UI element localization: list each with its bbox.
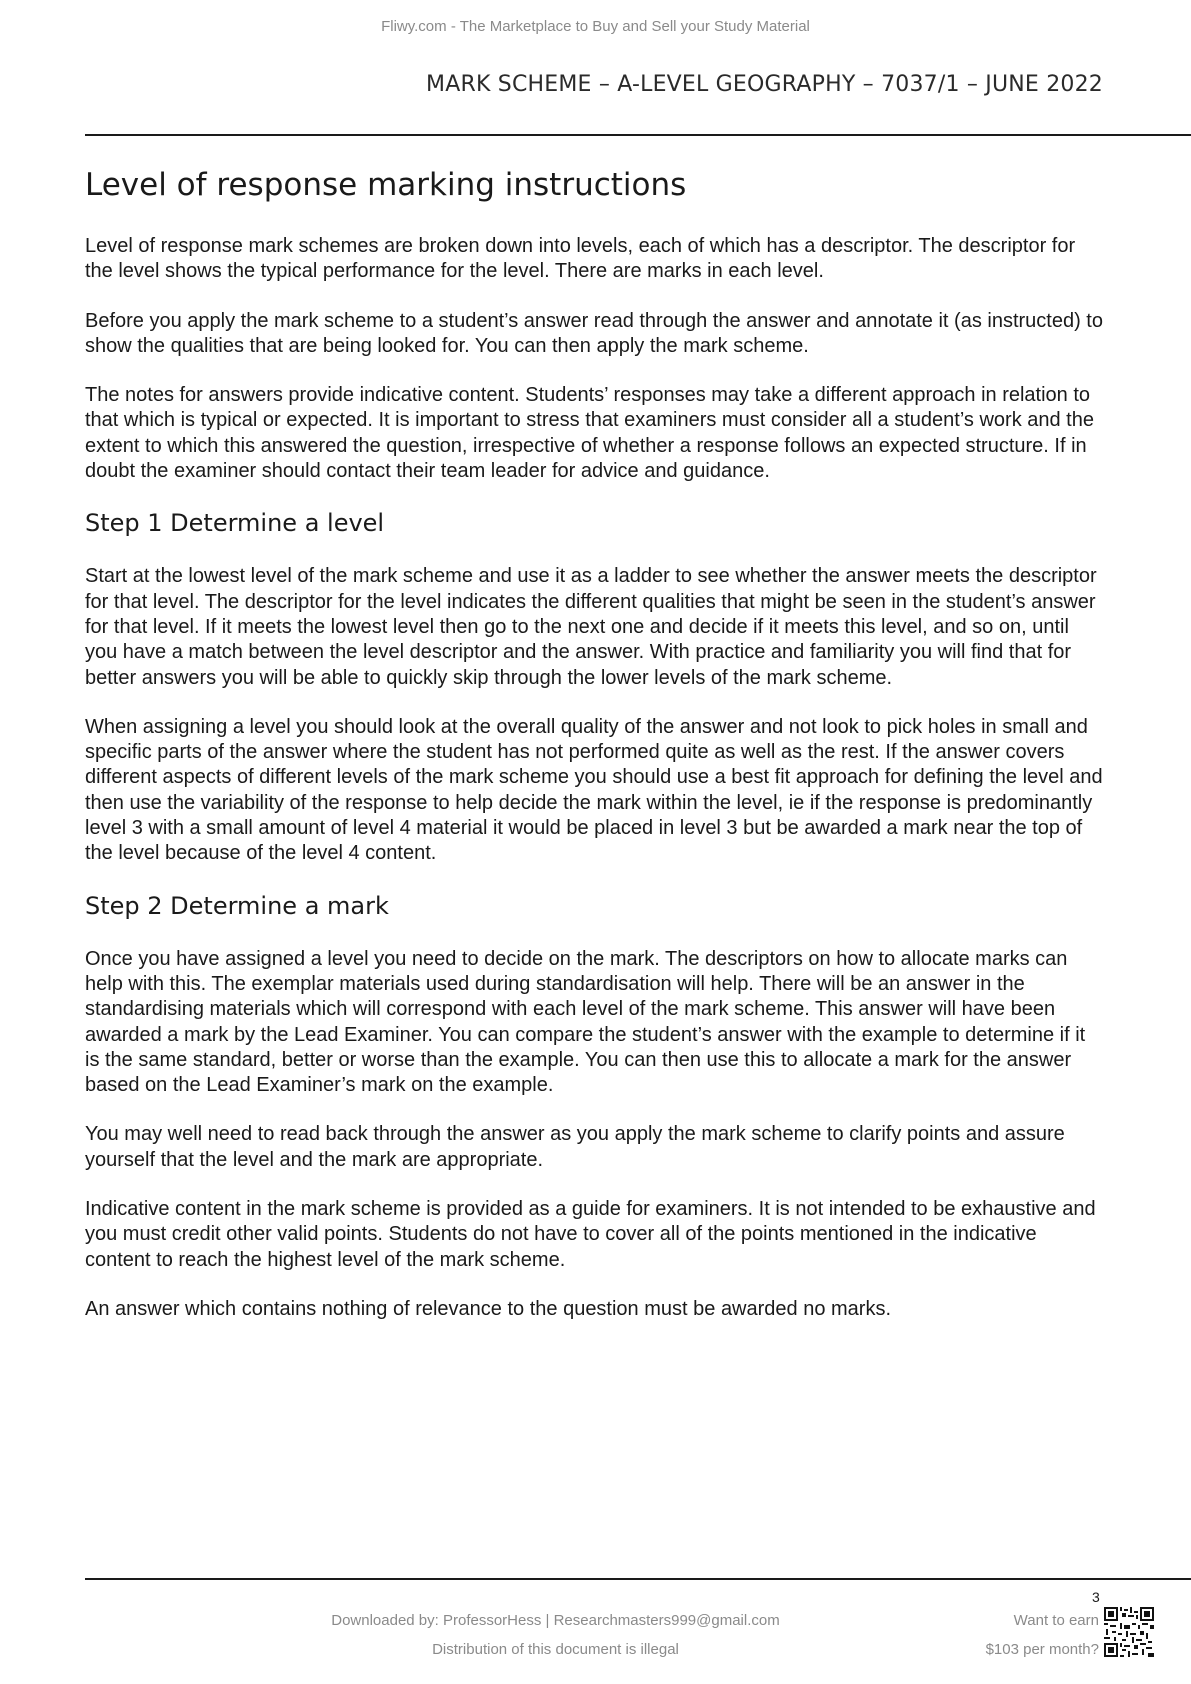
step-2-paragraph: Indicative content in the mark scheme is provided as a guide for examiners. It is not intended to be exhaustive and you must credit other valid points. Students do not have to cover all of the points mentioned in the indicative content to reach the highest level of the mark scheme. — [85, 1198, 1096, 1271]
header-divider — [85, 134, 1191, 136]
footer-divider — [85, 1578, 1191, 1580]
step-2-paragraph: You may well need to read back through the answer as you apply the mark scheme to clarify points and assure yourself that the level and the mark are appropriate. — [85, 1123, 1065, 1171]
page-number: 3 — [1092, 1589, 1100, 1605]
downloaded-by-text: Downloaded by: ProfessorHess | Researchmasters999@gmail.com — [331, 1612, 780, 1629]
section-heading-step-1: Step 1 Determine a level — [85, 509, 385, 538]
intro-paragraph: Before you apply the mark scheme to a student’s answer read through the answer and annotate it (as instructed) to show the qualities that are being looked for. You can then apply the mark scheme. — [85, 309, 1103, 357]
page-title: Level of response marking instructions — [85, 167, 687, 203]
intro-paragraph: Level of response mark schemes are broken down into levels, each of which has a descriptor. The descriptor for the level shows the typical performance for the level. There are marks in each level. — [85, 235, 1076, 283]
intro-paragraph: The notes for answers provide indicative content. Students’ responses may take a different approach in relation to that which is typical or expected. It is important to stress that examiners must consider all a student’s work and the extent to which this answered the question, irrespective of whether a response follows an expected structure. If in doubt the examiner should contact their team leader for advice and guidance. — [85, 384, 1094, 483]
earn-promo-line-1[interactable]: Want to earn — [1013, 1612, 1099, 1629]
step-2-paragraph: Once you have assigned a level you need to decide on the mark. The descriptors on how to allocate marks can help with this. The exemplar materials used during standardisation will help. There will be an answer in the standardising materials which will correspond with each level of the mark scheme. This answer will have been awarded a mark by the Lead Examiner. You can compare the student’s answer with the example to determine if it is the same standard, better or worse than the example. You can then use this to allocate a mark for the answer based on the Lead Examiner’s mark on the example. — [85, 947, 1086, 1097]
earn-promo-line-2[interactable]: $103 per month? — [985, 1641, 1099, 1658]
step-1-paragraph: When assigning a level you should look at the overall quality of the answer and not look to pick holes in small and specific parts of the answer where the student has not performed quite as well as the rest. If the answer covers different aspects of different levels of the mark scheme you should use a best fit approach for defining the level and then use the variability of the response to help decide the mark within the level, ie if the response is predominantly level 3 with a small amount of level 4 material it would be placed in level 3 but be awarded a mark near the top of the level because of the level 4 content. — [85, 715, 1103, 865]
step-2-paragraph: An answer which contains nothing of relevance to the question must be awarded no marks. — [85, 1297, 892, 1320]
main-content — [85, 166, 1105, 1346]
qr-code-icon[interactable] — [1104, 1607, 1154, 1657]
watermark-top: Fliwy.com - The Marketplace to Buy and Sell your Study Material — [381, 18, 810, 35]
section-heading-step-2: Step 2 Determine a mark — [85, 891, 389, 920]
distribution-notice: Distribution of this document is illegal — [432, 1641, 679, 1658]
document-header-title: MARK SCHEME – A-LEVEL GEOGRAPHY – 7037/1 – JUNE 2022 — [426, 72, 1103, 97]
step-1-paragraph: Start at the lowest level of the mark scheme and use it as a ladder to see whether the answer meets the descriptor for that level. The descriptor for the level indicates the different qualities that might be seen in the student’s answer for that level. If it meets the lowest level then go to the next one and decide if it meets this level, and so on, until you have a match between the level descriptor and the answer. With practice and familiarity you will find that for better answers you will be able to quickly skip through the lower levels of the mark scheme. — [85, 565, 1097, 689]
